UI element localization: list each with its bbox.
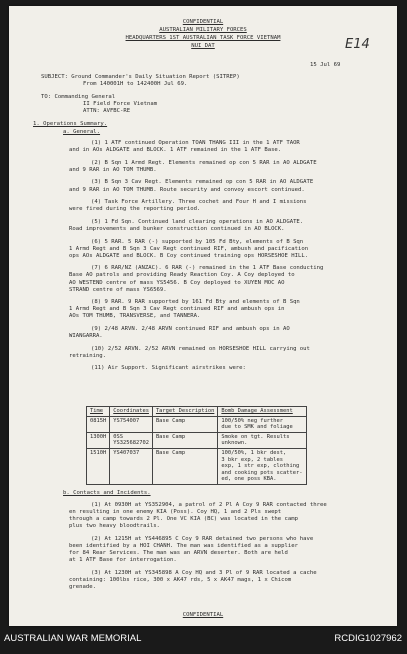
table-header-cell: Time (87, 407, 110, 417)
table-cell: Base Camp (152, 432, 217, 448)
paragraph-line: for 84 Rear Services. The man was an ARVN deserter. Both are held (69, 550, 288, 557)
paragraph-line: Base AO patrols and providing Ready Reaction Coy. A Coy deployed to (69, 272, 295, 279)
table-row (87, 448, 307, 484)
paragraph-line: grenade. (69, 584, 96, 590)
table-cell: 100/50% neg further due to SMK and foliage (218, 416, 306, 432)
paragraph-line: 1 Armd Regt and B Sqn 3 Cav Regt continued RIF and ambush ops in (69, 306, 285, 313)
paragraph-line: (11) Air Support. Significant airstrikes were: (91, 365, 246, 372)
table-cell: 100/50%, 1 bkr dest, 3 bkr exp, 2 tables exp, 1 str exp, clothing and cooking pots scatter- ed, one poss KBA. (218, 448, 306, 484)
table-cell: Smoke on tgt. Results unknown. (218, 432, 306, 448)
subject-line: SUBJECT: Ground Commander's Daily Situation Report (SITREP) (41, 74, 240, 80)
table-row (87, 432, 307, 448)
paragraph-line: (8) 9 RAR. 9 RAR supported by 161 Fd Bty and elements of B Sqn (91, 299, 300, 306)
org-line-1: AUSTRALIAN MILITARY FORCES (159, 27, 247, 33)
paragraph-line: (9) 2/48 ARVN. 2/48 ARVN continued RIF and ambush ops in AO (91, 326, 290, 332)
paragraph-line: (4) Task Force Artillery. Three cochet and Four H and I missions (91, 199, 307, 206)
paragraph-line: (1) 1 ATF continued Operation TOAN THANG III in the 1 ATF TAOR (91, 140, 300, 146)
subsection-heading: b. Contacts and Incidents. (63, 490, 151, 496)
classification-header: CONFIDENTIAL (182, 19, 224, 25)
table-cell: Base Camp (152, 448, 217, 484)
document-date: 15 Jul 69 (310, 62, 341, 68)
archive-caption: AUSTRALIAN WAR MEMORIAL (4, 633, 142, 644)
table-cell: 0SS YS325682702 (110, 432, 153, 448)
paragraph-line: been identified by a HOI CHANH. The man was identified as a supplier (69, 543, 299, 549)
paragraph-line: (5) 1 Fd Sqn. Continued land clearing operations in AO ALDGATE. (91, 218, 304, 225)
table-cell: YS407037 (110, 448, 153, 484)
paragraph-line: and 9 RAR in AO TOM THUMB. (69, 166, 157, 173)
paragraph-line: retraining. (69, 352, 107, 359)
to-line: TO: Commanding General (41, 94, 116, 100)
handwritten-annotation: E14 (345, 37, 370, 52)
table-header-cell: Bomb Damage Assessment (218, 407, 306, 417)
classification-footer: CONFIDENTIAL (182, 612, 224, 618)
table-cell: YS754007 (110, 416, 153, 432)
paragraph-line: (3) At 1230H at YS345898 A Coy HQ and 3 Pl of 9 RAR located a cache (91, 569, 317, 576)
paragraph-line: (1) At 0930H at YS352904, a patrol of 2 Pl A Coy 9 RAR contacted three (91, 502, 327, 508)
paragraph-line: and in AOs ALDGATE and BLOCK. 1 ATF remained in the 1 ATF Base. (69, 147, 282, 154)
subject-line: From 140001H to 142400H Jul 69. (83, 81, 188, 87)
paragraph-line: AO WESTEND centre of mass YS5456. B Coy deployed to XUYEN MOC AO (69, 279, 285, 286)
paragraph-line: (7) 6 RAR/NZ (ANZAC). 6 RAR (-) remained in the 1 ATF Base conducting (91, 265, 324, 272)
paragraph-line: (2) B Sqn 1 Armd Regt. Elements remained op con 5 RAR in AO ALDGATE (91, 159, 317, 166)
paragraph-line: 1 Armd Regt and B Sqn 3 Cav Regt continued RIF, ambush and pacification (69, 245, 309, 252)
table-header-cell: Target Description (152, 407, 217, 417)
paragraph-line: en resulting in one enemy KIA (Poss). Coy HQ, 1 and 2 Pls swept (69, 509, 282, 516)
paragraph-line: containing: 100lbs rice, 300 x AK47 rds, 5 x AK47 mags, 1 x Chicom (69, 576, 292, 583)
paragraph-line: AOs TOM THUMB, TRANSVERSE, and TANNERA. (69, 313, 201, 320)
table-cell: 1300H (87, 432, 110, 448)
table-cell: 1510H (87, 448, 110, 484)
paragraph-line: (6) 5 RAR. 5 RAR (-) supported by 105 Fd Bty, elements of B Sqn (91, 238, 304, 245)
to-line: ATTN: AVFBC-RE (83, 108, 131, 114)
paragraph-line: through a camp towards 2 Pl. One VC KIA (BC) was located in the camp (69, 516, 299, 523)
paragraph-line: at 1 ATF Base for interrogation. (69, 557, 177, 564)
paragraph-line: STRAND centre of mass YS6569. (69, 286, 167, 293)
paragraph-line: plus two heavy bloodtrails. (69, 523, 160, 530)
paragraph-line: (2) At 1215H at YS446895 C Coy 9 RAR detained two persons who have (91, 535, 314, 542)
subsection-heading: a. General. (63, 129, 101, 135)
paragraph-line: WIANGARRA. (69, 333, 103, 340)
document-page (9, 6, 397, 626)
paragraph-line: were fired during the reporting period. (69, 206, 201, 213)
section-heading: 1. Operations Summary. (33, 121, 108, 127)
table-header-cell: Coordinates (110, 407, 153, 417)
table-cell: Base Camp (152, 416, 217, 432)
to-line: II Field Force Vietnam (83, 101, 158, 107)
table-cell: 0815H (87, 416, 110, 432)
paragraph-line: ops AOs ALDGATE and BLOCK. B Coy continued training ops HORSESHOE HILL. (69, 252, 309, 259)
location-line: NUI DAT (191, 43, 215, 49)
table-row (87, 416, 307, 432)
paragraph-line: (10) 2/52 ARVN. 2/52 ARVN remained on HORSESHOE HILL carrying out (91, 345, 310, 352)
paragraph-line: Road improvements and bunker construction continued in AO BLOCK. (69, 225, 285, 232)
archive-id: RCDIG1027962 (334, 633, 402, 644)
paragraph-line: and 9 RAR in AO TOM THUMB. Route security and convoy escort continued. (69, 186, 305, 193)
airstrike-table (86, 406, 307, 485)
paragraph-line: (3) B Sqn 3 Cav Regt. Elements remained op con 5 RAR in AO ALDGATE (91, 179, 314, 186)
org-line-2: HEADQUARTERS 1ST AUSTRALIAN TASK FORCE VIETNAM (125, 35, 281, 41)
